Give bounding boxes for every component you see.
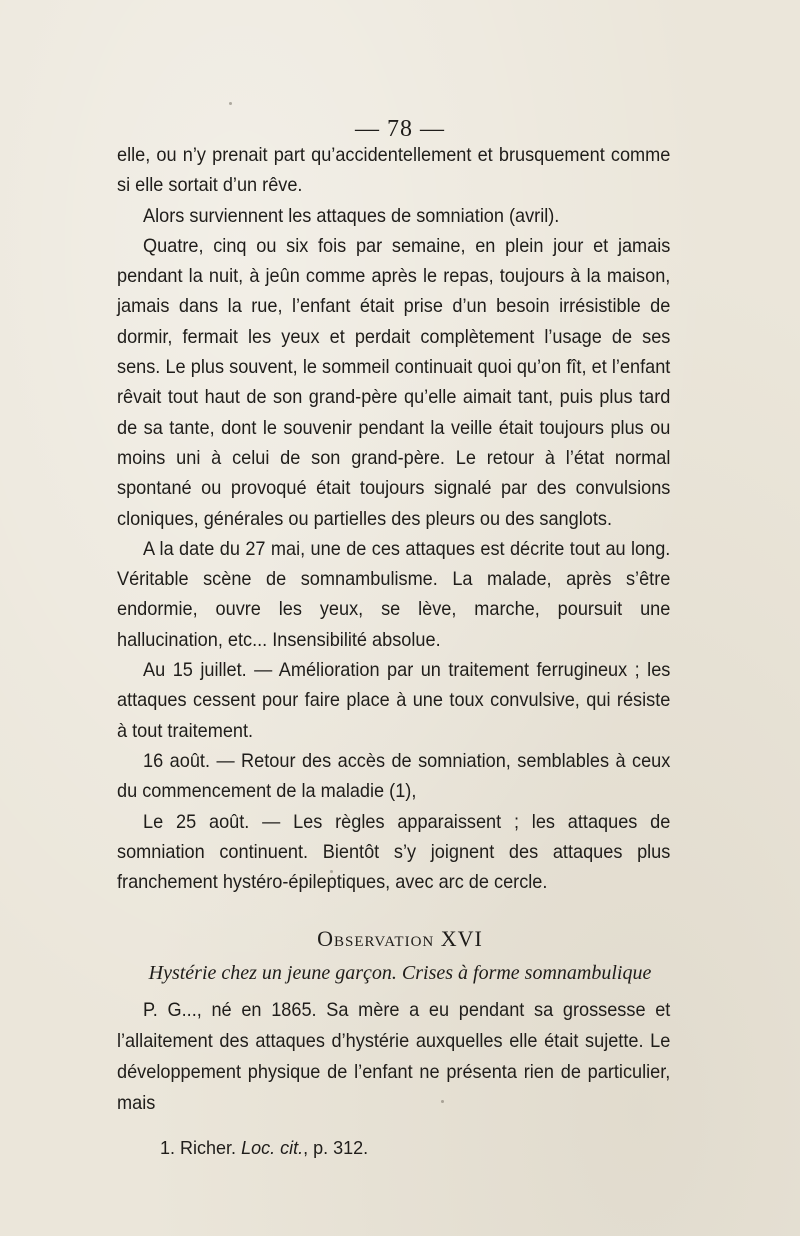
paragraph: Le 25 août. — Les règles apparaissent ; les attaques de somniation continuent. Bientôt s’y joignent des attaques plus franchement hystéro-épileptiques, avec arc de cercle. [117,810,671,894]
footnote-author: Richer. [180,1138,237,1158]
observation-body [117,995,670,1119]
body-text [117,140,670,897]
footnote-number: 1. [160,1138,176,1158]
footnote [160,1138,368,1159]
footnote-reference: Loc. cit. [241,1138,304,1158]
paragraph: Quatre, cinq ou six fois par semaine, en plein jour et jamais pendant la nuit, à jeûn comme après le repas, toujours à la maison, jamais dans la rue, l’enfant était prise d’un besoin irrésistible de dormir, fermait les yeux et perdait complètement l’usage de ses sens. Le plus souvent, le sommeil continuait quoi qu’on fît, et l’enfant rêvait tout haut de son grand-père qu’elle aimait tant, puis plus tard de sa tante, dont le souvenir pendant la veille était toujours plus ou moins uni à celui de son grand-père. Le retour à l’état normal spontané ou provoqué était toujours signalé par des convulsions cloniques, générales ou partielles des pleurs ou des sanglots. [117,234,671,530]
paragraph: Alors surviennent les attaques de somniation (avril). [143,204,560,227]
footnote-page: , p. 312. [303,1138,369,1158]
page-number: — 78 — [355,116,445,142]
paragraph: A la date du 27 mai, une de ces attaques est décrite tout au long. Véritable scène de somnambulisme. La malade, après s’être endormie, ouvre les yeux, se lève, marche, poursuit une hallucination, etc... Insensibilité absolue. [117,537,671,651]
observation-subtitle: Hystérie chez un jeune garçon. Crises à forme somnambulique [148,962,652,984]
paragraph: P. G..., né en 1865. Sa mère a eu pendant sa grossesse et l’allaitement des attaques d’hystérie auxquelles elle était sujette. Le développement physique de l’enfant ne présenta rien de particulier, mais [117,999,671,1114]
paragraph: Au 15 juillet. — Amélioration par un traitement ferrugineux ; les attaques cessent pour faire place à une toux convulsive, qui résiste à tout traitement. [117,659,671,742]
observation-title: Observation XVI [317,926,483,951]
paragraph: elle, ou n’y prenait part qu’accidentellement et brusquement comme si elle sortait d’un rêve. [117,144,671,197]
paragraph: 16 août. — Retour des accès de somniation, semblables à ceux du commencement de la maladie (1), [117,749,671,803]
paper-speck [229,102,232,105]
